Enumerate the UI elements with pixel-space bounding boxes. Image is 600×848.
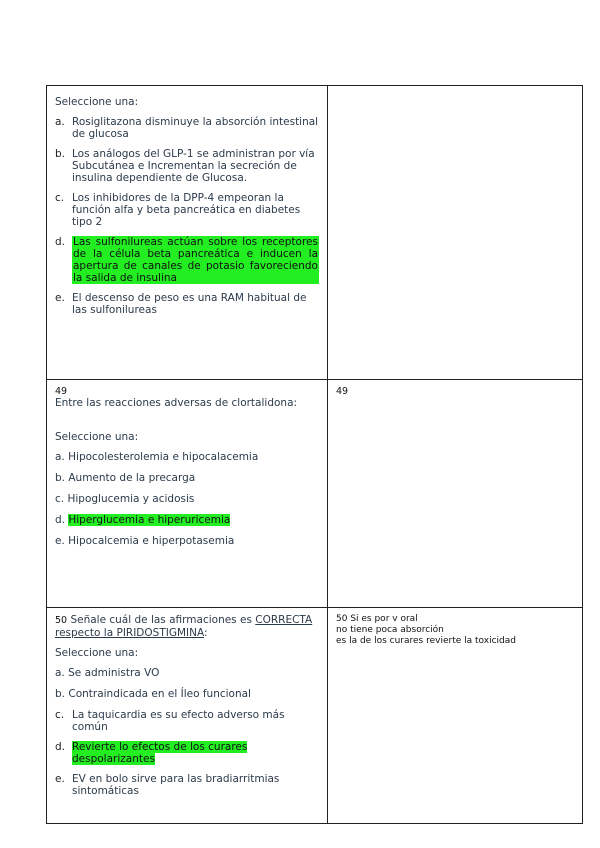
- option-a[interactable]: a. Rosiglitazona disminuye la absorción intestinal de glucosa: [55, 116, 319, 140]
- notes-49-cell: [328, 380, 583, 608]
- question-49-cell: [47, 380, 328, 608]
- question-stem: Entre las reacciones adversas de clortalidona:: [55, 397, 298, 409]
- option-b[interactable]: b. Los análogos del GLP-1 se administran por vía Subcutánea e Incrementan la secreción de insulina dependiente de Glucosa.: [55, 148, 315, 184]
- option-d-selected[interactable]: d. Revierte lo efectos de los curares despolarizantes: [55, 741, 248, 765]
- select-prompt: Seleccione una:: [55, 431, 139, 443]
- highlighted-answer: Revierte lo efectos de los curares despolarizantes: [72, 741, 248, 765]
- option-e[interactable]: e. El descenso de peso es una RAM habitual de las sulfonilureas: [55, 292, 307, 316]
- option-c[interactable]: c. Los inhibidores de la DPP-4 empeoran la función alfa y beta pancreática en diabetes tipo 2: [55, 192, 301, 228]
- question-number: 49: [55, 386, 68, 397]
- note-line: 50 Si es por v oral: [336, 614, 418, 624]
- question-table: [46, 85, 583, 824]
- note-line: es la de los curares revierte la toxicidad: [336, 636, 516, 646]
- highlighted-answer: Las sulfonilureas actúan sobre los receptores de la célula beta pancreática e inducen la apertura de canales de potasio favoreciendo la salida de insulina: [73, 236, 318, 284]
- option-b[interactable]: b. Contraindicada en el Íleo funcional: [55, 688, 251, 700]
- question-stem: 50 Señale cuál de las afirmaciones es CORRECTA respecto la PIRIDOSTIGMINA:: [55, 614, 313, 639]
- question-48-cell: [47, 86, 328, 380]
- option-d-selected[interactable]: d. Hiperglucemia e hiperuricemia: [55, 514, 231, 526]
- option-d-selected[interactable]: d. Las sulfonilureas actúan sobre los receptores de la célula beta pancreática e inducen la apertura de canales de potasio favoreciendo la salida de insulina: [55, 236, 318, 284]
- question-50-cell: [47, 608, 328, 824]
- question-row-50: [47, 608, 583, 824]
- question-row-49: [47, 380, 583, 608]
- option-c[interactable]: c. La taquicardia es su efecto adverso más común: [55, 709, 285, 733]
- notes-50-cell: [328, 608, 583, 824]
- option-a[interactable]: a. Hipocolesterolemia e hipocalacemia: [55, 451, 259, 463]
- select-prompt: Seleccione una:: [55, 647, 139, 659]
- highlighted-answer: Hiperglucemia e hiperuricemia: [68, 514, 231, 526]
- option-a[interactable]: a. Se administra VO: [55, 667, 160, 679]
- note-line: no tiene poca absorción: [336, 625, 444, 635]
- option-b[interactable]: b. Aumento de la precarga: [55, 472, 196, 484]
- notes-48-cell: [328, 86, 583, 380]
- note-number: 49: [336, 386, 349, 397]
- option-c[interactable]: c. Hipoglucemia y acidosis: [55, 493, 195, 505]
- option-e[interactable]: e. EV en bolo sirve para las bradiarritmias sintomáticas: [55, 773, 280, 797]
- option-e[interactable]: e. Hipocalcemia e hiperpotasemia: [55, 535, 235, 547]
- question-row-48: [47, 86, 583, 380]
- select-prompt: Seleccione una:: [55, 96, 139, 108]
